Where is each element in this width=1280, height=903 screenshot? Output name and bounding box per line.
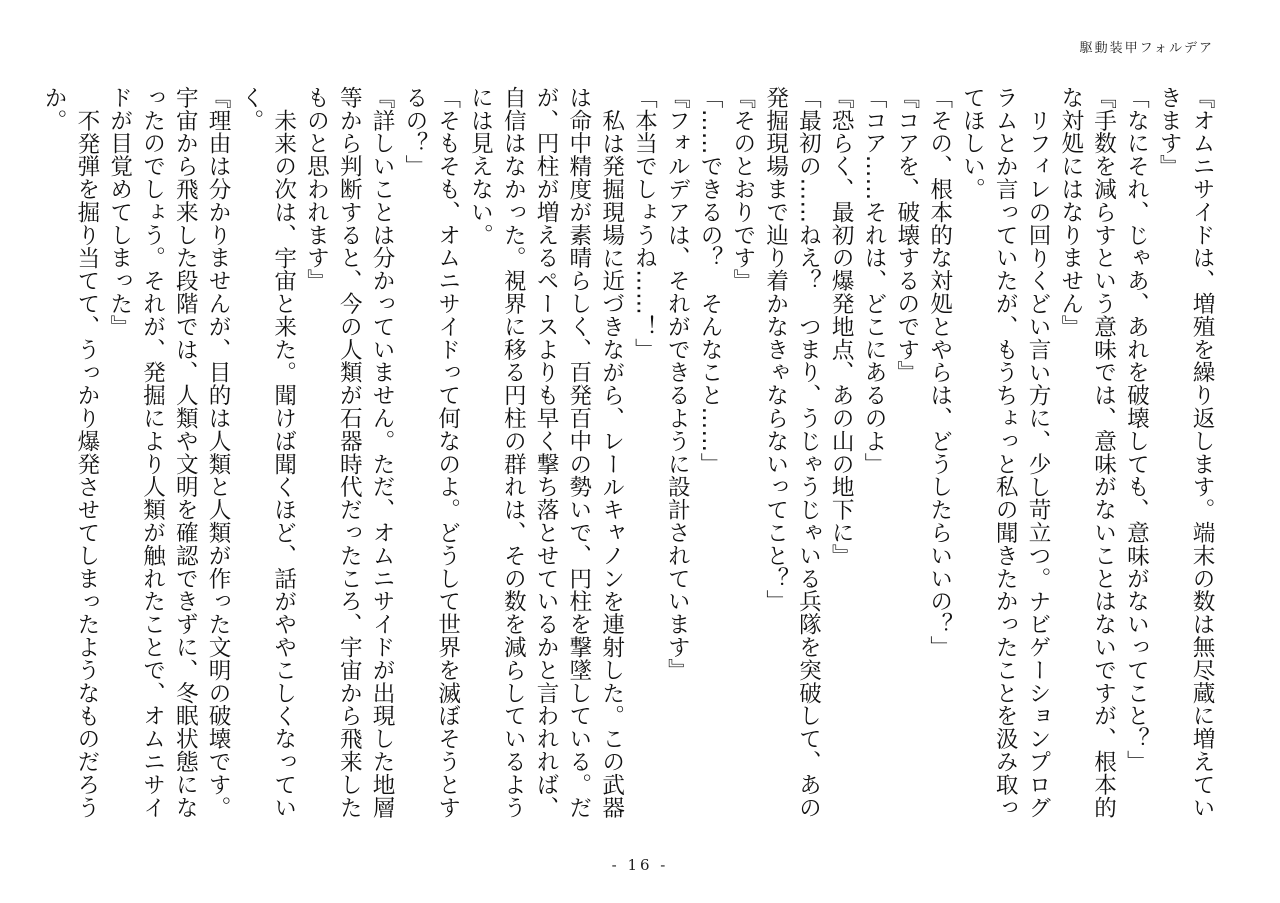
paragraph: 「最初の……ねえ？ つまり、うじゃうじゃいる兵隊を突破して、あの発掘現場まで辿り着かなきゃならないってこと？」 <box>762 86 822 819</box>
running-header-title: 駆動装甲フォルデア <box>1079 41 1214 56</box>
paragraph: 『詳しいことは分かっていません。ただ、オムニサイドが出現した地層等から判断すると、今の人類が石器時代だったころ、宇宙から飛来したものと思われます』 <box>303 86 396 819</box>
paragraph: 「コア……それは、どこにあるのよ」 <box>861 86 888 476</box>
paragraph: 不発弾を掘り当てて、うっかり爆発させてしまったようなものだろうか。 <box>41 86 100 819</box>
paragraph: 『理由は分かりませんが、目的は人類と人類が作った文明の破壊です。宇宙から飛来した段階では、人類や文明を確認できずに、冬眠状態になったのでしょう。それが、発掘により人類が触れたことで、オムニサイドが目覚めてしまった』 <box>106 86 232 819</box>
paragraph: 未来の次は、宇宙と来た。聞けば聞くほど、話がややこしくなっていく。 <box>237 86 297 819</box>
paragraph: 「……できるの？ そんなこと……」 <box>697 86 724 476</box>
paragraph: 私は発掘現場に近づきながら、レールキャノンを連射した。この武器は命中精度が素晴らしく、百発百中の勢いで、円柱を撃墜している。だが、円柱が増えるペースよりも早く撃ち落とせているかと言われれば、自信はなかった。視界に移る円柱の群れは、その数を減らしているようには見えない。 <box>467 86 625 819</box>
paragraph: 「なにそれ、じゃあ、あれを破壊しても、意味がないってこと？」 <box>1123 86 1150 773</box>
paragraph: 『フォルデアは、それができるように設計されています』 <box>664 86 691 682</box>
paragraph: 「本当でしょうね……！」 <box>631 86 658 361</box>
paragraph: 『そのとおりです』 <box>729 86 756 293</box>
paragraph: 「その、根本的な対処とやらは、どうしたらいいの？」 <box>926 86 953 659</box>
page-number: - 16 - <box>611 856 669 874</box>
paragraph: 『恐らく、最初の爆発地点、あの山の地下に』 <box>828 86 855 567</box>
paragraph: リフィレの回りくどい言い方に、少し苛立つ。ナビゲーションプログラムとか言っていたが、もうちょっと私の聞きたかったことを汲み取ってほしい。 <box>959 86 1052 819</box>
paragraph: 『オムニサイドは、増殖を繰り返します。端末の数は無尽蔵に増えていきます』 <box>1156 86 1215 819</box>
paragraph: 「そもそも、オムニサイドって何なのよ。どうして世界を滅ぼそうとするの？」 <box>401 86 461 819</box>
body-text-vertical <box>41 86 1218 826</box>
paragraph: 『コアを、破壊するのです』 <box>893 86 920 384</box>
paragraph: 『手数を減らすという意味では、意味がないことはないですが、根本的な対処にはなりません』 <box>1057 86 1117 819</box>
